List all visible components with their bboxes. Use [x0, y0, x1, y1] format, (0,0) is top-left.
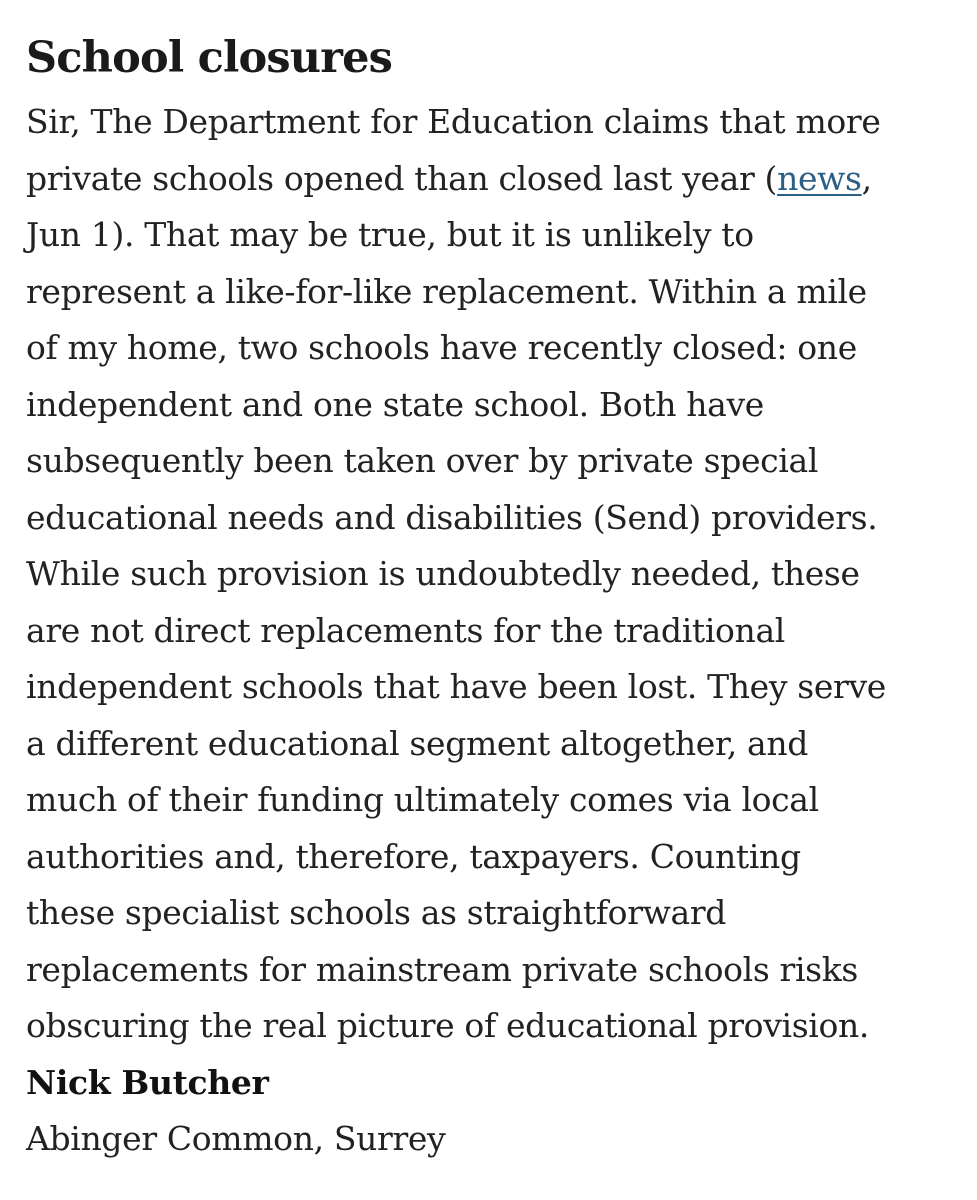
body-line: these specialist schools as straightforward: [26, 893, 727, 932]
headline: School closures: [26, 33, 393, 83]
body-line: replacements for mainstream private schools risks: [26, 949, 858, 989]
body-line: independent and one state school. Both have: [26, 384, 764, 424]
news-link[interactable]: news: [777, 158, 862, 198]
body-line: obscuring the real picture of educational provision.: [26, 1006, 870, 1045]
body-line: represent a like-for-like replacement. Within a mile: [26, 271, 867, 311]
author-location: Abinger Common, Surrey: [26, 1119, 446, 1158]
letter-body: [26, 94, 961, 1055]
author-name: Nick Butcher: [26, 1062, 269, 1102]
body-line: a different educational segment altogether, and: [26, 723, 809, 763]
body-line: much of their funding ultimately comes via local: [26, 780, 819, 819]
signature: [26, 1055, 961, 1168]
body-line: While such provision is undoubtedly needed, these: [26, 554, 860, 593]
body-line: subsequently been taken over by private special: [26, 441, 819, 480]
body-line: authorities and, therefore, taxpayers. Counting: [26, 836, 801, 876]
body-line-text: private schools opened than closed last year (: [26, 158, 778, 198]
body-line: of my home, two schools have recently closed: one: [26, 328, 857, 367]
body-line-with-link: [26, 151, 961, 208]
letter: [26, 30, 961, 1168]
link-trailing-comma: ,: [861, 158, 872, 198]
body-line: Jun 1). That may be true, but it is unlikely to: [26, 215, 754, 254]
body-line: Sir, The Department for Education claims that more: [26, 102, 881, 141]
body-line: educational needs and disabilities (Send) providers.: [26, 497, 878, 537]
body-line: are not direct replacements for the traditional: [26, 610, 785, 650]
body-line: independent schools that have been lost. They serve: [26, 667, 886, 706]
